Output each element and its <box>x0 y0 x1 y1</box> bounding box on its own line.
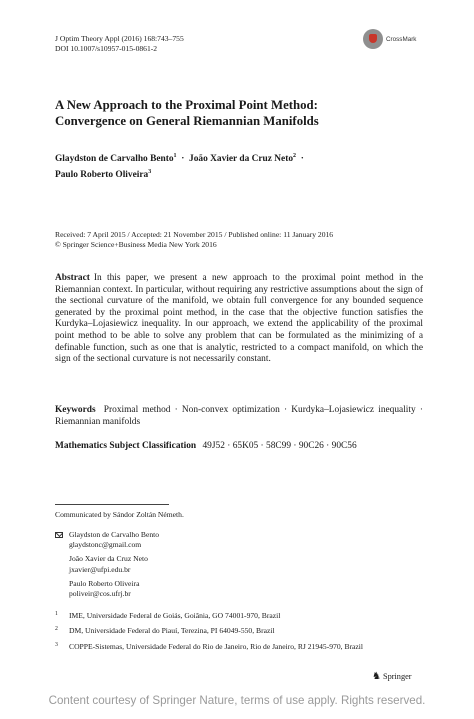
title-line-2: Convergence on General Riemannian Manifolds <box>55 113 319 128</box>
springer-horse-icon: ♞ <box>372 671 381 682</box>
springer-logo <box>372 671 412 682</box>
contact-entry <box>69 530 159 551</box>
contact-name: Glaydston de Carvalho Bento <box>69 530 160 539</box>
copyright-line: © Springer Science+Business Media New York 2016 <box>55 240 217 250</box>
affiliation-text: IME, Universidade Federal de Goiás, Goiânia, GO 74001-970, Brazil <box>69 611 281 620</box>
abstract-section <box>55 273 423 366</box>
abstract-label: Abstract <box>55 273 90 283</box>
contact-email[interactable]: poliveir@cos.ufrj.br <box>69 589 131 599</box>
contact-list <box>69 530 159 603</box>
footnote-divider <box>55 504 169 505</box>
affiliation-text: COPPE-Sistemas, Universidade Federal do Rio de Janeiro, Rio de Janeiro, RJ 21945-970, Brazil <box>69 641 364 651</box>
affiliation-item <box>55 642 435 652</box>
contact-email[interactable]: jxavier@ufpi.edu.br <box>69 564 131 574</box>
author-name[interactable]: Glaydston de Carvalho Bento <box>55 154 174 165</box>
affiliation-text: DM, Universidade Federal do Piauí, Terezina, PI 64049-550, Brazil <box>69 626 275 636</box>
title-line-1: A New Approach to the Proximal Point Method: <box>55 98 318 112</box>
author-name[interactable]: Paulo Roberto Oliveira <box>55 169 149 180</box>
crossmark-badge[interactable] <box>363 29 416 49</box>
contact-entry <box>69 579 159 600</box>
dates-line: Received: 7 April 2015 / Accepted: 21 November 2015 / Published online: 11 January 2016 <box>55 230 334 239</box>
keywords-section <box>55 405 423 428</box>
journal-citation <box>55 34 184 54</box>
author-affiliation-mark: 3 <box>148 168 152 175</box>
affiliation-number: 3 <box>55 641 58 648</box>
author-separator: · <box>300 154 304 165</box>
author-separator: · <box>181 154 185 165</box>
crossmark-label: CrossMark <box>386 35 417 43</box>
abstract-text: In this paper, we present a new approach to the proximal point method in the Riemannian context. In particular, without requiring any restrictive assumptions about the sign of the sectional curvature of the manifold, we obtain full convergence for any bounded sequence generated by the proximal point method, in the case that the objective function satisfies the Kurdyka–Lojasiewicz inequality. In our approach, we extend the applicability of the proximal point method to be able to solve any problem that can be formulated as the minimizing of a definable function, such as one that is analytic, restricted to a compact manifold, on which the sign of the sectional curvature is not necessarily constant. <box>55 273 423 365</box>
affiliation-item <box>55 611 435 621</box>
paper-title <box>55 98 319 129</box>
keywords-label: Keywords <box>55 405 96 415</box>
publication-history <box>55 230 333 250</box>
contact-entry <box>69 554 159 575</box>
msc-codes: 49J52 · 65K05 · 58C99 · 90C26 · 90C56 <box>202 441 357 451</box>
communicated-by: Communicated by Sándor Zoltán Németh. <box>55 510 184 519</box>
contact-name: João Xavier da Cruz Neto <box>69 554 148 564</box>
affiliation-list <box>55 611 435 657</box>
author-list <box>55 150 304 181</box>
affiliation-number: 1 <box>55 611 58 617</box>
affiliation-number: 2 <box>55 626 58 633</box>
contact-name: Paulo Roberto Oliveira <box>69 578 140 588</box>
doi[interactable]: DOI 10.1007/s10957-015-0861-2 <box>55 44 158 53</box>
crossmark-icon <box>363 29 383 49</box>
msc-label: Mathematics Subject Classification <box>55 441 197 451</box>
author-affiliation-mark: 2 <box>293 153 297 159</box>
author-affiliation-mark: 1 <box>173 153 177 159</box>
keywords-text: Proximal method · Non-convex optimization · Kurdyka–Lojasiewicz inequality · Riemannian manifolds <box>55 405 423 427</box>
journal-reference: J Optim Theory Appl (2016) 168:743–755 <box>55 34 184 43</box>
author-name[interactable]: João Xavier da Cruz Neto <box>189 154 294 165</box>
contact-email[interactable]: glaydstonc@gmail.com <box>69 540 142 550</box>
copyright-notice: Content courtesy of Springer Nature, terms of use apply. Rights reserved. <box>48 694 426 707</box>
msc-section <box>55 441 423 453</box>
affiliation-item <box>55 626 435 636</box>
publisher-name: Springer <box>382 672 412 681</box>
envelope-icon <box>55 532 63 538</box>
